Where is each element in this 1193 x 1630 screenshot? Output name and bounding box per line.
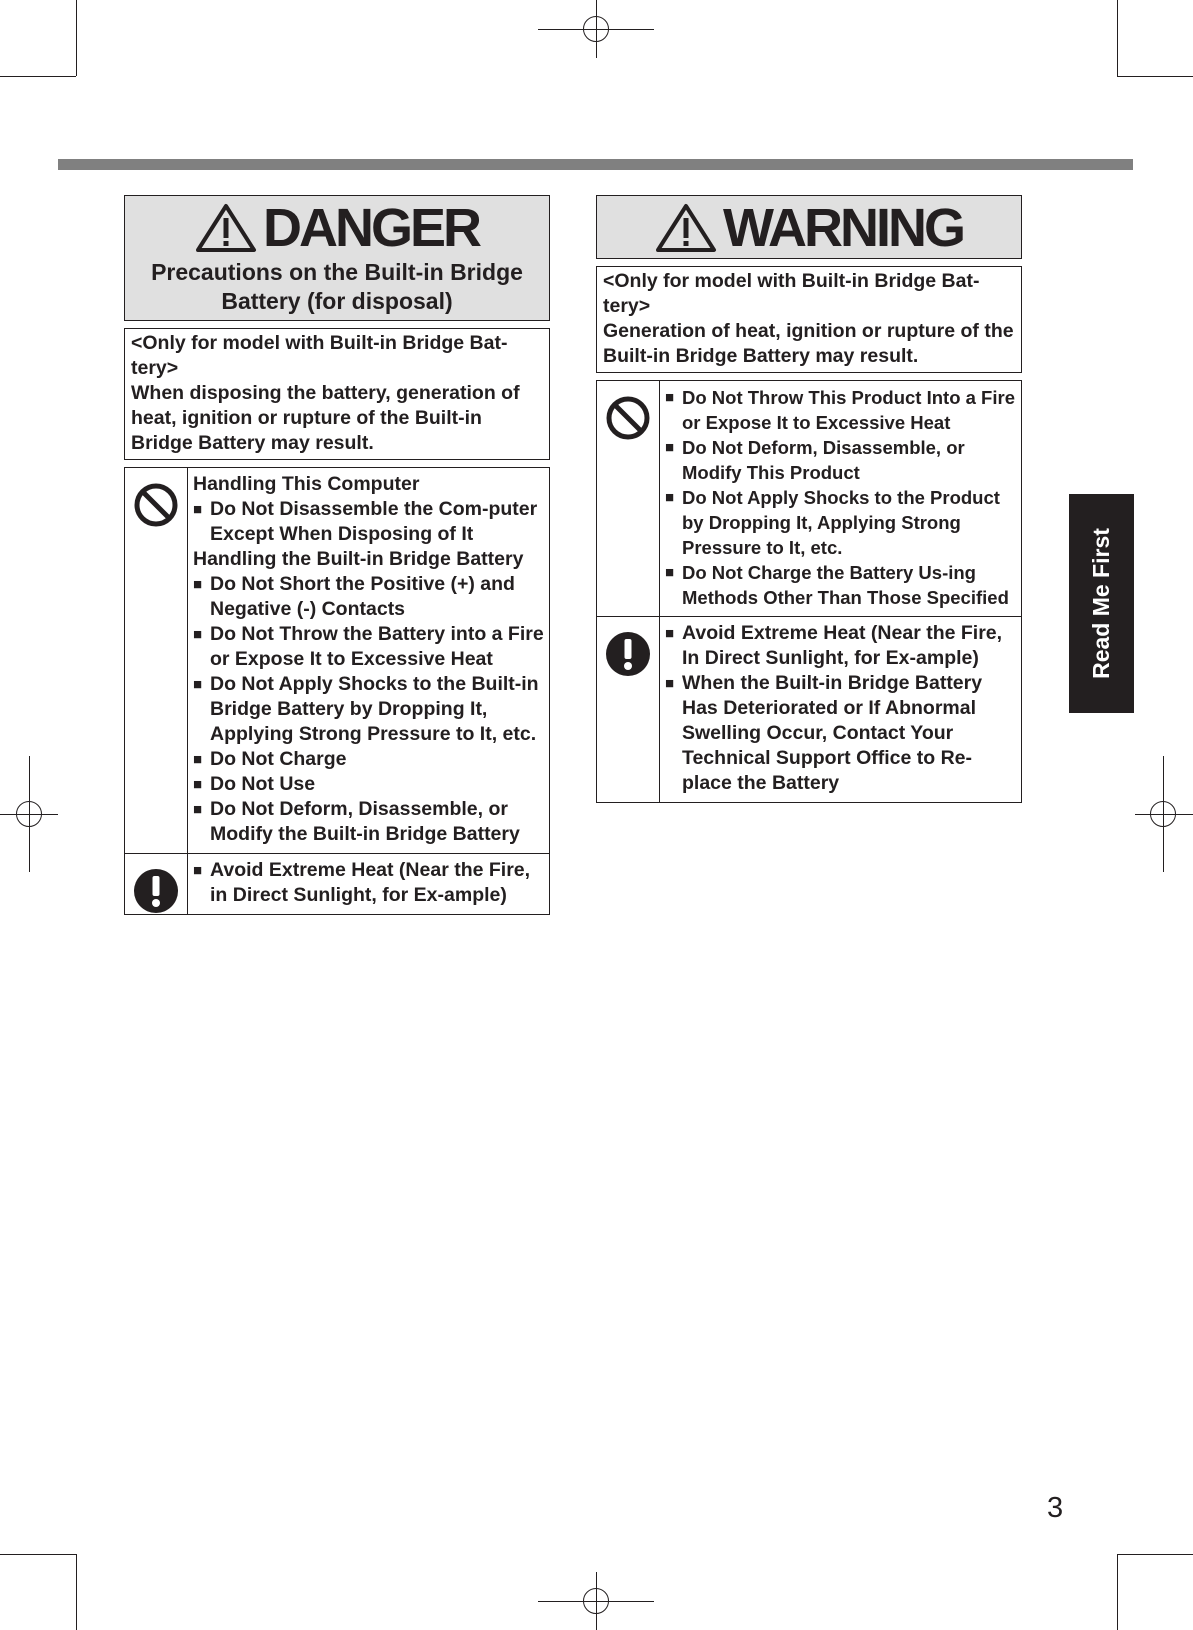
bullet-square-icon: ■ xyxy=(193,626,203,643)
bullet-square-icon: ■ xyxy=(665,564,675,581)
exclamation-icon xyxy=(133,868,179,914)
list-item: ■ Do Not Disassemble the Com-puter Except When Disposing of It xyxy=(193,498,538,545)
list-item: ■ Do Not Throw the Battery into a Fire or Expose It to Excessive Heat xyxy=(193,623,544,670)
prohibition-icon xyxy=(605,395,651,441)
danger-intro-text: When disposing the battery, generation of heat, ignition or rupture of the Built-in Bridge Battery may result. xyxy=(131,382,520,454)
bullet-square-icon: ■ xyxy=(193,501,203,518)
list-item: ■ Do Not Charge the Battery Us-ing Methods Other Than Those Specified xyxy=(665,562,1009,608)
bullet-square-icon: ■ xyxy=(193,801,203,818)
danger-intro-model-note: <Only for model with Built-in Bridge Bat-tery> xyxy=(131,332,508,379)
list-item: ■ Avoid Extreme Heat (Near the Fire, In Direct Sunlight, for Ex-ample) xyxy=(665,622,1003,669)
bullet-square-icon: ■ xyxy=(665,489,675,506)
warning-column xyxy=(596,195,1022,803)
list-item: ■ Do Not Apply Shocks to the Built-in Bridge Battery by Dropping It, Applying Strong Pressure to It, etc. xyxy=(193,673,539,745)
page-number: 3 xyxy=(1047,1492,1064,1524)
danger-title-box xyxy=(124,195,550,321)
bullet-square-icon: ■ xyxy=(665,625,675,642)
danger-intro xyxy=(124,328,550,460)
list-item: ■ Do Not Throw This Product Into a Fire or Expose It to Excessive Heat xyxy=(665,387,1015,433)
warning-rows xyxy=(596,380,1022,803)
bullet-square-icon: ■ xyxy=(665,439,675,456)
warning-prohibit-row xyxy=(597,381,1021,616)
top-rule xyxy=(58,159,1133,170)
bullet-square-icon: ■ xyxy=(665,389,675,406)
list-item: ■ Do Not Use xyxy=(193,773,316,795)
side-tab[interactable] xyxy=(1069,494,1134,713)
warning-caution-row xyxy=(597,616,1021,802)
bullet-square-icon: ■ xyxy=(193,676,203,693)
warning-intro xyxy=(596,266,1022,373)
list-item: ■ When the Built-in Bridge Battery Has Deteriorated or If Abnormal Swelling Occur, Contact Your Technical Support Office to Re-place the Battery xyxy=(665,672,983,794)
list-item: ■ Do Not Charge xyxy=(193,748,347,770)
exclamation-icon xyxy=(605,631,651,677)
warning-intro-text: Generation of heat, ignition or rupture of the Built-in Bridge Battery may result. xyxy=(603,320,1014,367)
warning-intro-model-note: <Only for model with Built-in Bridge Bat-tery> xyxy=(603,270,980,317)
warning-title: WARNING xyxy=(723,198,963,258)
danger-subtitle: Precautions on the Built-in Bridge Battery (for disposal) xyxy=(151,259,523,314)
bullet-square-icon: ■ xyxy=(193,576,203,593)
danger-prohibit-row xyxy=(125,468,549,853)
list-item: ■ Do Not Deform, Disassemble, or Modify the Built-in Bridge Battery xyxy=(193,798,520,845)
prohibition-icon xyxy=(133,482,179,528)
list-item: ■ Do Not Apply Shocks to the Product by Dropping It, Applying Strong Pressure to It, etc. xyxy=(665,487,1000,558)
list-item: ■ Avoid Extreme Heat (Near the Fire, in Direct Sunlight, for Ex-ample) xyxy=(193,859,531,906)
bullet-square-icon: ■ xyxy=(193,776,203,793)
list-item: ■ Do Not Short the Positive (+) and Negative (-) Contacts xyxy=(193,573,515,620)
danger-group2-heading: Handling the Built-in Bridge Battery xyxy=(193,548,524,570)
bullet-square-icon: ■ xyxy=(193,862,203,879)
danger-rows xyxy=(124,467,550,915)
side-tab-label: Read Me First xyxy=(1088,528,1115,679)
danger-caution-row xyxy=(125,853,549,914)
bullet-square-icon: ■ xyxy=(193,751,203,768)
bullet-square-icon: ■ xyxy=(665,675,675,692)
danger-group1-heading: Handling This Computer xyxy=(193,473,420,495)
warning-title-box xyxy=(596,195,1022,259)
danger-column xyxy=(124,195,550,915)
warning-triangle-icon xyxy=(195,203,257,253)
list-item: ■ Do Not Deform, Disassemble, or Modify This Product xyxy=(665,437,965,483)
warning-triangle-icon xyxy=(655,203,717,253)
danger-title: DANGER xyxy=(262,198,479,258)
